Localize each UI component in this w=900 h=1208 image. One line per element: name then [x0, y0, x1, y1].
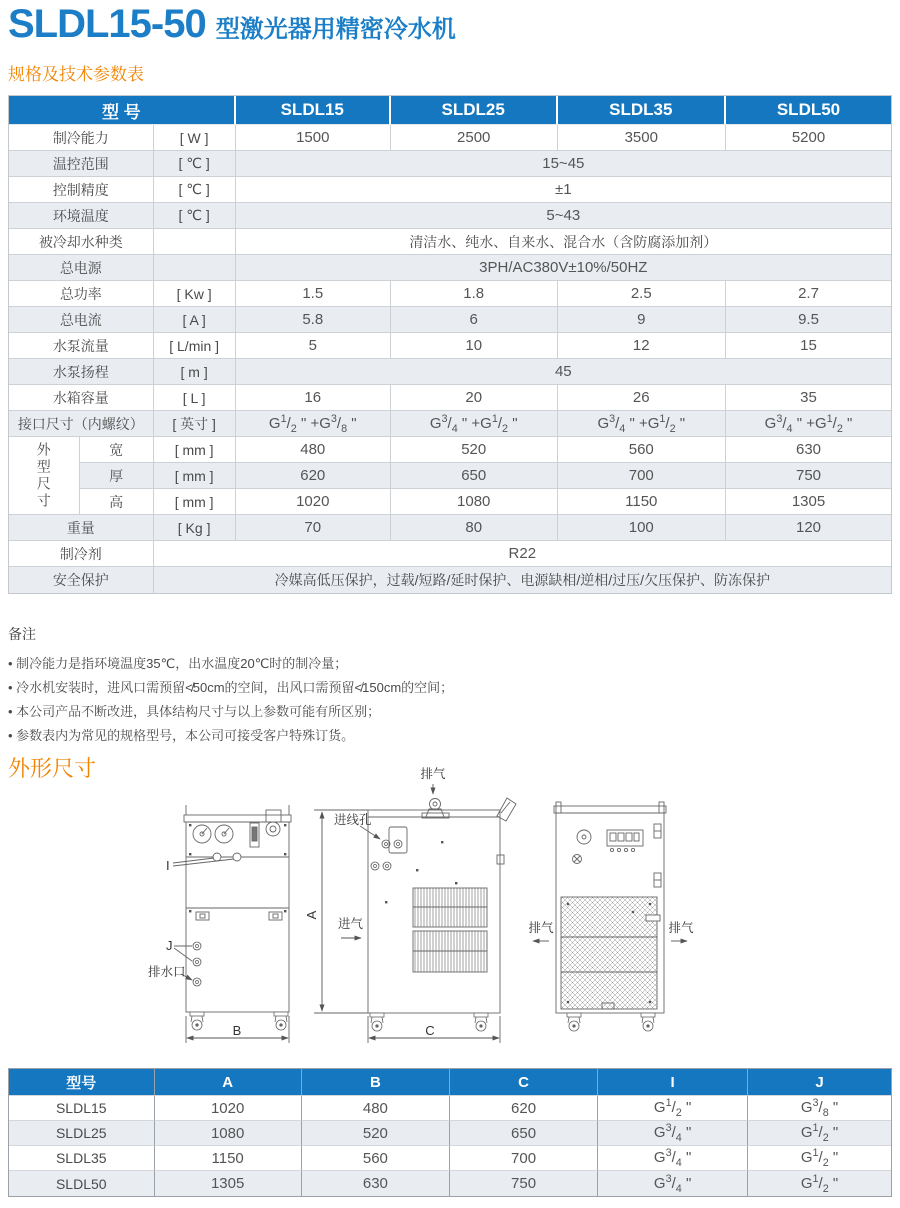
cell-value: 560	[302, 1146, 450, 1171]
cell-value: 9	[558, 307, 726, 333]
note-item: • 冷水机安装时，进风口需预留≮50cm的空间，出风口需预留≮150cm的空间；	[8, 676, 868, 700]
cell-value: 5200	[726, 125, 891, 151]
row-label: 水泵扬程	[9, 359, 154, 385]
cell-value: $G^3/_4$ " $+G^1/_2$ "	[558, 411, 726, 437]
row-unit: [ Kw ]	[154, 281, 236, 307]
cell-value: 1305	[155, 1171, 302, 1196]
cell-span-value: 45	[236, 359, 891, 385]
note-item: • 本公司产品不断改进，具体结构尺寸与以上参数可能有所区别；	[8, 700, 868, 724]
row-unit: [ mm ]	[154, 463, 236, 489]
table-row	[9, 307, 891, 333]
table-row	[9, 411, 891, 437]
table-row	[9, 1096, 891, 1121]
cell-value: 16	[236, 385, 391, 411]
cell-value: 10	[391, 333, 558, 359]
row-label: 环境温度	[9, 203, 154, 229]
table-row	[9, 229, 891, 255]
table-row	[9, 333, 891, 359]
cell-value: 9.5	[726, 307, 891, 333]
row-unit	[154, 255, 236, 281]
cell-span-value: R22	[154, 541, 891, 567]
cell-value: 650	[391, 463, 558, 489]
exhaust-top-label: 排气	[420, 767, 446, 781]
row-label: 总功率	[9, 281, 154, 307]
table-row	[9, 151, 891, 177]
row-unit: [ ℃ ]	[154, 151, 236, 177]
cell-span-value: 清洁水、纯水、自来水、混合水（含防腐添加剂）	[236, 229, 891, 255]
cell-span-value: 冷媒高低压保护，过载/短路/延时保护、电源缺相/逆相/过压/欠压保护、防冻保护	[154, 567, 891, 593]
row-label: 制冷剂	[9, 541, 154, 567]
row-unit: [ m ]	[154, 359, 236, 385]
dims-header-model: 型号	[9, 1069, 155, 1096]
table-row	[9, 1146, 891, 1171]
dimensions-table	[8, 1068, 892, 1197]
dimension-drawings	[0, 760, 900, 1065]
row-label-dimensions-group: 外型尺寸	[9, 437, 80, 515]
table-row	[9, 177, 891, 203]
cell-value: 1080	[155, 1121, 302, 1146]
dims-header-c: C	[450, 1069, 598, 1096]
row-unit	[154, 229, 236, 255]
dim-label-c: C	[425, 1023, 435, 1038]
dim-a-lines	[314, 810, 368, 1013]
dims-header-j: J	[748, 1069, 891, 1096]
table-row	[9, 1121, 891, 1146]
exhaust-right-label: 排气	[668, 921, 694, 935]
table-row	[9, 281, 891, 307]
cell-value: 26	[558, 385, 726, 411]
cell-value: 520	[302, 1121, 450, 1146]
rear-view-drawing	[173, 805, 291, 1043]
cell-value: $G^1/_2$ "	[748, 1121, 891, 1146]
cell-value: $G^3/_4$ "	[598, 1146, 748, 1171]
cell-value: 3500	[558, 125, 726, 151]
cell-value: 1150	[155, 1146, 302, 1171]
spec-header-sldl25: SLDL25	[391, 96, 558, 125]
cell-value: 6	[391, 307, 558, 333]
table-row	[9, 203, 891, 229]
cell-value: $G^3/_4$ " $+G^1/_2$ "	[726, 411, 891, 437]
cell-span-value: 15~45	[236, 151, 891, 177]
row-unit: [ mm ]	[154, 489, 236, 515]
cable-hole-label: 进线孔	[334, 813, 372, 827]
dim-label-a: A	[304, 910, 319, 920]
cell-value: 1.5	[236, 281, 391, 307]
dim-label-j: J	[166, 938, 173, 953]
table-row	[9, 125, 891, 151]
row-label: 总电源	[9, 255, 154, 281]
table-row	[9, 1171, 891, 1196]
cell-value: $G^1/_2$ "	[748, 1146, 891, 1171]
front-view-drawing	[533, 802, 687, 1031]
cell-value: 100	[558, 515, 726, 541]
drain-port-label: 排水口	[148, 965, 186, 979]
row-unit: [ ℃ ]	[154, 203, 236, 229]
table-row	[9, 385, 891, 411]
row-label: 重量	[9, 515, 154, 541]
row-label: 控制精度	[9, 177, 154, 203]
cell-value: 1500	[236, 125, 391, 151]
cell-model: SLDL15	[9, 1096, 155, 1121]
cell-value: $G^3/_8$ "	[748, 1096, 891, 1121]
dims-header-a: A	[155, 1069, 302, 1096]
notes-list	[8, 652, 868, 748]
dims-header-i: I	[598, 1069, 748, 1096]
row-label: 水泵流量	[9, 333, 154, 359]
cell-value: 12	[558, 333, 726, 359]
cell-value: 1020	[236, 489, 391, 515]
cell-value: 480	[302, 1096, 450, 1121]
cell-value: $G^1/_2$ " $+G^3/_8$ "	[236, 411, 391, 437]
row-label: 水箱容量	[9, 385, 154, 411]
spec-header-sldl35: SLDL35	[558, 96, 726, 125]
cell-value: 630	[302, 1171, 450, 1196]
cell-value: 120	[726, 515, 891, 541]
row-label: 制冷能力	[9, 125, 154, 151]
spec-header-row	[9, 96, 891, 125]
title-model-number: SLDL15-50	[8, 2, 206, 46]
cell-span-value: ±1	[236, 177, 891, 203]
cell-value: 480	[236, 437, 391, 463]
cell-model: SLDL25	[9, 1121, 155, 1146]
cell-span-value: 5~43	[236, 203, 891, 229]
cell-value: 35	[726, 385, 891, 411]
spec-header-model: 型 号	[9, 96, 236, 125]
cell-value: 620	[236, 463, 391, 489]
air-in-label: 进气	[338, 917, 364, 931]
cell-value: $G^1/_2$ "	[598, 1096, 748, 1121]
cell-value: 1080	[391, 489, 558, 515]
row-unit: [ Kg ]	[154, 515, 236, 541]
spec-header-sldl50: SLDL50	[726, 96, 891, 125]
dim-label-i: I	[166, 858, 170, 873]
page-title	[8, 2, 456, 47]
cell-value: 750	[726, 463, 891, 489]
cell-value: 700	[450, 1146, 598, 1171]
cell-value: 620	[450, 1096, 598, 1121]
dims-header-b: B	[302, 1069, 450, 1096]
row-unit: [ 英寸 ]	[154, 411, 236, 437]
cell-value: $G^1/_2$ "	[748, 1171, 891, 1196]
table-row	[9, 255, 891, 281]
cell-model: SLDL35	[9, 1146, 155, 1171]
cell-value: 2500	[391, 125, 558, 151]
cell-span-value: 3PH/AC380V±10%/50HZ	[236, 255, 891, 281]
cell-value: 750	[450, 1171, 598, 1196]
table-row	[9, 515, 891, 541]
cell-value: 20	[391, 385, 558, 411]
cell-value: $G^3/_4$ "	[598, 1121, 748, 1146]
cell-value: 650	[450, 1121, 598, 1146]
cell-model: SLDL50	[9, 1171, 155, 1196]
section-heading-dimensions: 外形尺寸	[8, 756, 97, 781]
table-row	[9, 489, 891, 515]
row-unit: [ ℃ ]	[154, 177, 236, 203]
section-heading-specs: 规格及技术参数表	[8, 65, 144, 84]
row-label: 总电流	[9, 307, 154, 333]
row-unit: [ L ]	[154, 385, 236, 411]
cell-value: 700	[558, 463, 726, 489]
notes-title: 备注	[8, 626, 36, 642]
row-label: 温控范围	[9, 151, 154, 177]
cell-value: $G^3/_4$ "	[598, 1171, 748, 1196]
row-unit: [ A ]	[154, 307, 236, 333]
cell-value: 560	[558, 437, 726, 463]
cell-value: 1150	[558, 489, 726, 515]
cell-value: 630	[726, 437, 891, 463]
cell-value: 80	[391, 515, 558, 541]
table-row	[9, 359, 891, 385]
table-row	[9, 541, 891, 567]
cell-value: 1020	[155, 1096, 302, 1121]
dim-label-b: B	[232, 1023, 242, 1038]
row-unit: [ W ]	[154, 125, 236, 151]
row-label: 被冷却水种类	[9, 229, 154, 255]
row-label: 接口尺寸（内螺纹）	[9, 411, 154, 437]
cell-value: 2.7	[726, 281, 891, 307]
row-unit: [ mm ]	[154, 437, 236, 463]
cell-value: 1.8	[391, 281, 558, 307]
cell-value: 1305	[726, 489, 891, 515]
table-row	[9, 437, 891, 463]
row-label: 安全保护	[9, 567, 154, 593]
cell-value: 520	[391, 437, 558, 463]
spec-table	[8, 95, 892, 594]
exhaust-left-label: 排气	[528, 921, 554, 935]
cell-value: 2.5	[558, 281, 726, 307]
row-sublabel: 宽	[80, 437, 154, 463]
cell-value: 5	[236, 333, 391, 359]
dims-header-row	[9, 1069, 891, 1096]
table-row	[9, 463, 891, 489]
cell-value: $G^3/_4$ " $+G^1/_2$ "	[391, 411, 558, 437]
row-sublabel: 厚	[80, 463, 154, 489]
table-row	[9, 567, 891, 593]
row-unit: [ L/min ]	[154, 333, 236, 359]
row-sublabel: 高	[80, 489, 154, 515]
cell-value: 5.8	[236, 307, 391, 333]
cell-value: 70	[236, 515, 391, 541]
title-product-name: 型激光器用精密冷水机	[215, 16, 456, 43]
spec-header-sldl15: SLDL15	[236, 96, 391, 125]
cell-value: 15	[726, 333, 891, 359]
note-item: • 制冷能力是指环境温度35℃，出水温度20℃时的制冷量；	[8, 652, 868, 676]
note-item: • 参数表内为常见的规格型号，本公司可接受客户特殊订货。	[8, 724, 868, 748]
notes-section	[8, 624, 868, 748]
